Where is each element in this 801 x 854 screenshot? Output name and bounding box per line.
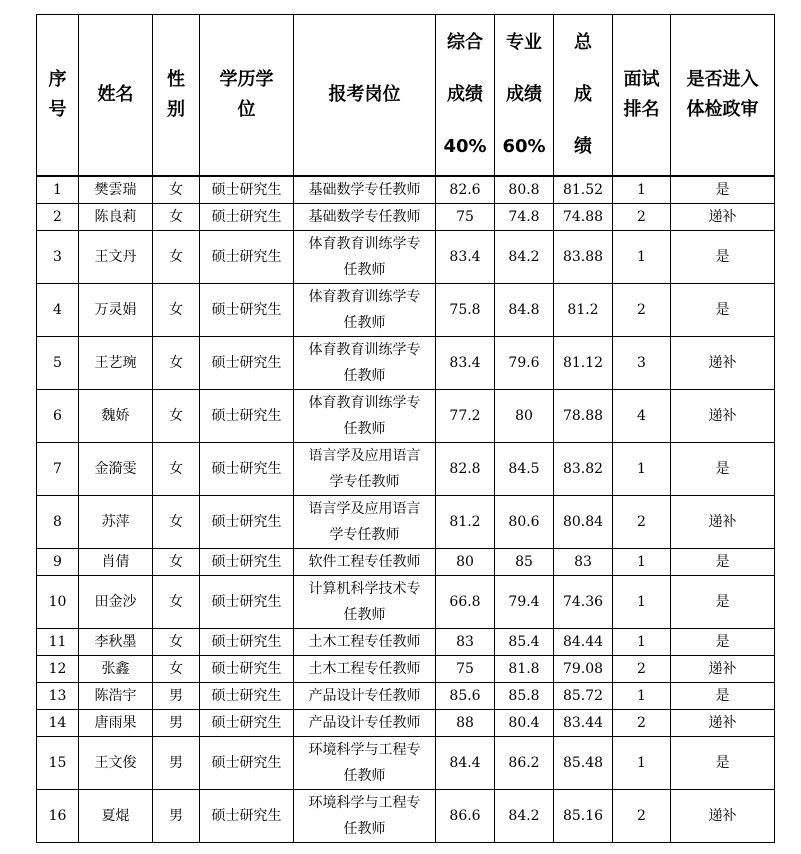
cell-gender: 女: [153, 390, 200, 443]
cell-position: [294, 683, 436, 710]
cell-professional: 85.8: [495, 683, 554, 710]
cell-interview-rank: 3: [613, 337, 671, 390]
cell-name: 金漪雯: [79, 443, 153, 496]
cell-total: 83.88: [554, 231, 613, 284]
cell-professional: 80: [495, 390, 554, 443]
cell-professional: 74.8: [495, 204, 554, 231]
cell-position: [294, 390, 436, 443]
cell-interview-rank: 1: [613, 629, 671, 656]
cell-interview-rank: 1: [613, 549, 671, 576]
header-position: 报考岗位: [294, 15, 436, 177]
cell-professional: 84.2: [495, 790, 554, 843]
cell-interview-rank: 1: [613, 737, 671, 790]
cell-name: 肖倩: [79, 549, 153, 576]
cell-review: 是: [671, 231, 775, 284]
cell-degree: 硕士研究生: [200, 176, 294, 204]
cell-professional: 80.6: [495, 496, 554, 549]
cell-professional: 86.2: [495, 737, 554, 790]
cell-position: [294, 496, 436, 549]
cell-interview-rank: 2: [613, 204, 671, 231]
table-row: [37, 231, 775, 284]
cell-seq: 10: [37, 576, 79, 629]
cell-professional: 79.4: [495, 576, 554, 629]
header-name: 姓名: [79, 15, 153, 177]
cell-name: 李秋墨: [79, 629, 153, 656]
cell-seq: 8: [37, 496, 79, 549]
cell-degree: 硕士研究生: [200, 683, 294, 710]
cell-gender: 女: [153, 629, 200, 656]
cell-interview-rank: 1: [613, 176, 671, 204]
header-total: 总 成 绩: [554, 15, 613, 177]
cell-professional: 84.2: [495, 231, 554, 284]
cell-professional: 85: [495, 549, 554, 576]
cell-degree: 硕士研究生: [200, 629, 294, 656]
cell-review: 是: [671, 737, 775, 790]
cell-seq: 14: [37, 710, 79, 737]
cell-gender: 女: [153, 284, 200, 337]
cell-name: 陈良莉: [79, 204, 153, 231]
position-line: 环境科学与工程专: [308, 742, 421, 758]
cell-degree: 硕士研究生: [200, 710, 294, 737]
cell-composite: 86.6: [436, 790, 495, 843]
cell-professional: 80.4: [495, 710, 554, 737]
cell-review: 递补: [671, 496, 775, 549]
table-row: [37, 710, 775, 737]
table-row: [37, 443, 775, 496]
position-line: 任教师: [343, 368, 386, 384]
cell-professional: 84.5: [495, 443, 554, 496]
cell-gender: 女: [153, 656, 200, 683]
cell-total: 74.36: [554, 576, 613, 629]
table-row: [37, 390, 775, 443]
position-line: 基础数学专任教师: [308, 209, 421, 225]
position-line: 体育教育训练学专: [308, 395, 421, 411]
results-table: [36, 14, 775, 843]
cell-composite: 83: [436, 629, 495, 656]
cell-name: 樊雲瑞: [79, 176, 153, 204]
cell-review: 递补: [671, 710, 775, 737]
header-interview-rank: 面试 排名: [613, 15, 671, 177]
cell-gender: 女: [153, 231, 200, 284]
position-line: 任教师: [343, 821, 386, 837]
cell-review: 是: [671, 629, 775, 656]
cell-composite: 83.4: [436, 337, 495, 390]
cell-professional: 80.8: [495, 176, 554, 204]
cell-interview-rank: 1: [613, 683, 671, 710]
cell-name: 陈浩宇: [79, 683, 153, 710]
cell-name: 苏萍: [79, 496, 153, 549]
position-line: 学专任教师: [329, 474, 400, 490]
cell-interview-rank: 2: [613, 790, 671, 843]
cell-seq: 16: [37, 790, 79, 843]
cell-position: [294, 204, 436, 231]
cell-total: 85.16: [554, 790, 613, 843]
cell-degree: 硕士研究生: [200, 284, 294, 337]
cell-name: 田金沙: [79, 576, 153, 629]
cell-position: [294, 737, 436, 790]
table-body: [37, 176, 775, 843]
position-line: 软件工程专任教师: [308, 554, 421, 570]
cell-degree: 硕士研究生: [200, 656, 294, 683]
cell-review: 递补: [671, 204, 775, 231]
table-row: [37, 737, 775, 790]
cell-degree: 硕士研究生: [200, 576, 294, 629]
table-row: [37, 629, 775, 656]
cell-position: [294, 629, 436, 656]
cell-position: [294, 443, 436, 496]
cell-name: 魏娇: [79, 390, 153, 443]
cell-total: 80.84: [554, 496, 613, 549]
cell-interview-rank: 1: [613, 576, 671, 629]
position-line: 任教师: [343, 607, 386, 623]
table-row: [37, 656, 775, 683]
cell-seq: 13: [37, 683, 79, 710]
table-row: [37, 176, 775, 204]
cell-professional: 84.8: [495, 284, 554, 337]
cell-total: 81.2: [554, 284, 613, 337]
cell-position: [294, 284, 436, 337]
cell-total: 79.08: [554, 656, 613, 683]
table-row: [37, 683, 775, 710]
table-row: [37, 284, 775, 337]
position-line: 语言学及应用语言: [308, 448, 421, 464]
cell-seq: 7: [37, 443, 79, 496]
cell-composite: 80: [436, 549, 495, 576]
cell-review: 递补: [671, 390, 775, 443]
cell-degree: 硕士研究生: [200, 737, 294, 790]
position-line: 基础数学专任教师: [308, 182, 421, 198]
cell-total: 81.52: [554, 176, 613, 204]
cell-total: 85.72: [554, 683, 613, 710]
cell-seq: 12: [37, 656, 79, 683]
cell-interview-rank: 1: [613, 443, 671, 496]
cell-interview-rank: 4: [613, 390, 671, 443]
cell-gender: 女: [153, 443, 200, 496]
cell-total: 83.82: [554, 443, 613, 496]
cell-degree: 硕士研究生: [200, 231, 294, 284]
cell-review: 递补: [671, 337, 775, 390]
cell-gender: 男: [153, 737, 200, 790]
cell-interview-rank: 1: [613, 231, 671, 284]
cell-gender: 女: [153, 204, 200, 231]
cell-professional: 81.8: [495, 656, 554, 683]
position-line: 产品设计专任教师: [308, 715, 421, 731]
cell-position: [294, 576, 436, 629]
cell-total: 85.48: [554, 737, 613, 790]
table-row: [37, 496, 775, 549]
cell-review: 递补: [671, 656, 775, 683]
cell-interview-rank: 2: [613, 496, 671, 549]
cell-degree: 硕士研究生: [200, 204, 294, 231]
cell-gender: 女: [153, 549, 200, 576]
cell-review: 递补: [671, 790, 775, 843]
cell-total: 84.44: [554, 629, 613, 656]
header-review: 是否进入 体检政审: [671, 15, 775, 177]
cell-gender: 男: [153, 710, 200, 737]
cell-composite: 77.2: [436, 390, 495, 443]
cell-composite: 82.6: [436, 176, 495, 204]
header-professional: 专业 成绩 60%: [495, 15, 554, 177]
cell-gender: 女: [153, 176, 200, 204]
cell-name: 张鑫: [79, 656, 153, 683]
cell-seq: 11: [37, 629, 79, 656]
position-line: 任教师: [343, 262, 386, 278]
cell-total: 74.88: [554, 204, 613, 231]
cell-composite: 82.8: [436, 443, 495, 496]
cell-seq: 2: [37, 204, 79, 231]
cell-name: 夏焜: [79, 790, 153, 843]
header-composite: 综合 成绩 40%: [436, 15, 495, 177]
cell-review: 是: [671, 576, 775, 629]
cell-position: [294, 176, 436, 204]
cell-composite: 75: [436, 204, 495, 231]
cell-degree: 硕士研究生: [200, 443, 294, 496]
cell-interview-rank: 2: [613, 284, 671, 337]
cell-position: [294, 790, 436, 843]
cell-name: 唐雨果: [79, 710, 153, 737]
cell-gender: 男: [153, 683, 200, 710]
cell-review: 是: [671, 176, 775, 204]
cell-review: 是: [671, 549, 775, 576]
cell-seq: 4: [37, 284, 79, 337]
cell-composite: 66.8: [436, 576, 495, 629]
position-line: 体育教育训练学专: [308, 342, 421, 358]
cell-seq: 9: [37, 549, 79, 576]
cell-gender: 女: [153, 496, 200, 549]
cell-composite: 75: [436, 656, 495, 683]
cell-seq: 1: [37, 176, 79, 204]
cell-composite: 84.4: [436, 737, 495, 790]
position-line: 任教师: [343, 768, 386, 784]
table-row: [37, 576, 775, 629]
position-line: 计算机科学技术专: [308, 581, 421, 597]
cell-name: 王文丹: [79, 231, 153, 284]
cell-name: 万灵娟: [79, 284, 153, 337]
cell-seq: 6: [37, 390, 79, 443]
cell-total: 78.88: [554, 390, 613, 443]
position-line: 体育教育训练学专: [308, 289, 421, 305]
table-row: [37, 337, 775, 390]
cell-position: [294, 549, 436, 576]
cell-professional: 79.6: [495, 337, 554, 390]
cell-total: 83.44: [554, 710, 613, 737]
cell-review: 是: [671, 284, 775, 337]
cell-gender: 男: [153, 790, 200, 843]
table-row: [37, 790, 775, 843]
cell-gender: 女: [153, 576, 200, 629]
position-line: 产品设计专任教师: [308, 688, 421, 704]
cell-position: [294, 710, 436, 737]
cell-composite: 81.2: [436, 496, 495, 549]
cell-composite: 88: [436, 710, 495, 737]
cell-name: 王文俊: [79, 737, 153, 790]
cell-interview-rank: 2: [613, 656, 671, 683]
cell-composite: 83.4: [436, 231, 495, 284]
position-line: 任教师: [343, 421, 386, 437]
cell-position: [294, 656, 436, 683]
table-row: [37, 204, 775, 231]
cell-position: [294, 337, 436, 390]
position-line: 学专任教师: [329, 527, 400, 543]
cell-name: 王艺琬: [79, 337, 153, 390]
cell-composite: 75.8: [436, 284, 495, 337]
cell-review: 是: [671, 683, 775, 710]
cell-review: 是: [671, 443, 775, 496]
header-degree: 学历学 位: [200, 15, 294, 177]
position-line: 土木工程专任教师: [308, 634, 421, 650]
cell-degree: 硕士研究生: [200, 390, 294, 443]
position-line: 语言学及应用语言: [308, 501, 421, 517]
header-row: [37, 15, 775, 177]
cell-professional: 85.4: [495, 629, 554, 656]
cell-composite: 85.6: [436, 683, 495, 710]
cell-total: 83: [554, 549, 613, 576]
table-row: [37, 549, 775, 576]
cell-degree: 硕士研究生: [200, 337, 294, 390]
position-line: 任教师: [343, 315, 386, 331]
cell-interview-rank: 2: [613, 710, 671, 737]
cell-total: 81.12: [554, 337, 613, 390]
cell-seq: 3: [37, 231, 79, 284]
header-seq: 序 号: [37, 15, 79, 177]
position-line: 环境科学与工程专: [308, 795, 421, 811]
cell-degree: 硕士研究生: [200, 496, 294, 549]
position-line: 体育教育训练学专: [308, 236, 421, 252]
cell-degree: 硕士研究生: [200, 790, 294, 843]
position-line: 土木工程专任教师: [308, 661, 421, 677]
cell-seq: 15: [37, 737, 79, 790]
cell-position: [294, 231, 436, 284]
cell-seq: 5: [37, 337, 79, 390]
header-gender: 性 别: [153, 15, 200, 177]
cell-degree: 硕士研究生: [200, 549, 294, 576]
cell-gender: 女: [153, 337, 200, 390]
